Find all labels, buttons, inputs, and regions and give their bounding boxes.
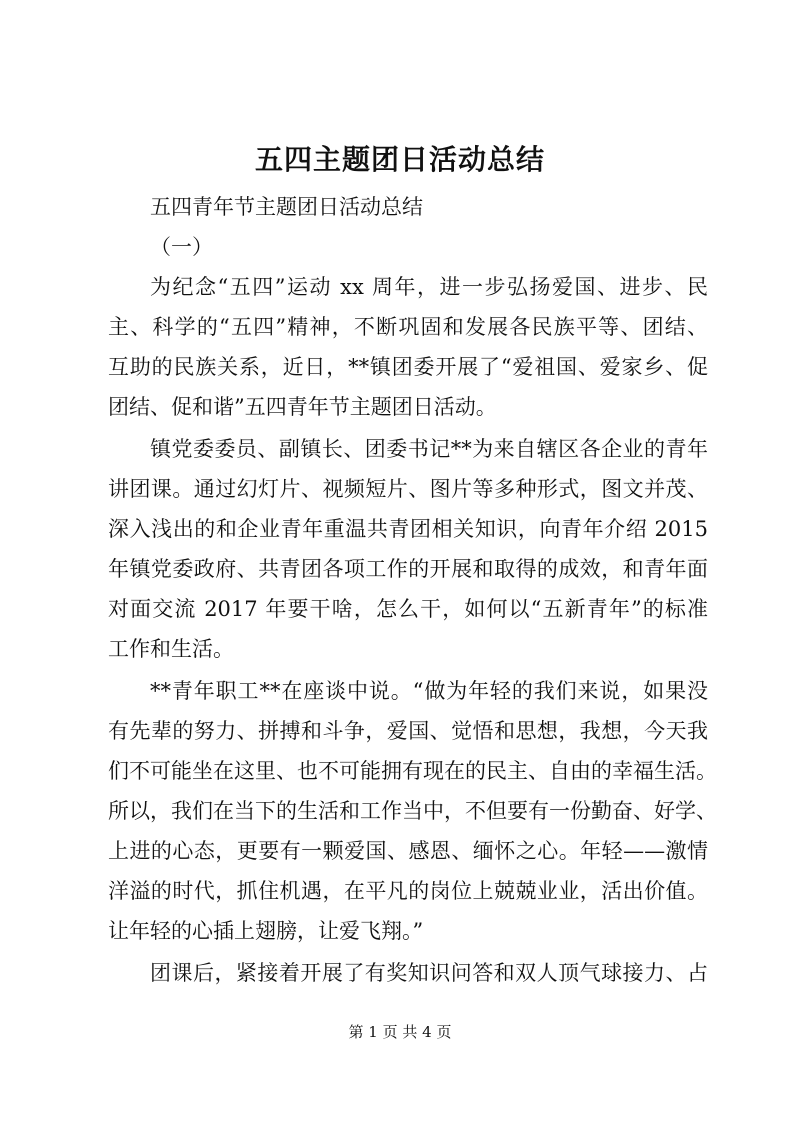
section-marker: （一） (150, 235, 213, 259)
paragraph-line: 为纪念“五四”运动 xx 周年，进一步弘扬爱国、进步、民 (150, 275, 708, 299)
page-number: 第 1 页 共 4 页 (348, 1023, 452, 1041)
paragraph-line: 主、科学的“五四”精神，不断巩固和发展各民族平等、团结、 (108, 315, 708, 339)
document-title: 五四主题团日活动总结 (254, 143, 545, 176)
paragraph-line: 让年轻的心插上翅膀，让爱飞翔。” (108, 919, 424, 943)
paragraph-line: 深入浅出的和企业青年重温共青团相关知识，向青年介绍 2015 (108, 517, 708, 541)
paragraph-line: 们不可能坐在这里、也不可能拥有现在的民主、自由的幸福生活。 (108, 759, 717, 783)
paragraph-line: 镇党委委员、副镇长、团委书记**为来自辖区各企业的青年 (150, 437, 708, 461)
document-subtitle: 五四青年节主题团日活动总结 (150, 195, 423, 219)
paragraph-line: 洋溢的时代，抓住机遇，在平凡的岗位上兢兢业业，活出价值。 (108, 879, 708, 903)
paragraph-line: 对面交流 2017 年要干啥，怎么干，如何以“五新青年”的标准 (108, 597, 708, 621)
paragraph-line: **青年职工**在座谈中说。“做为年轻的我们来说，如果没 (150, 679, 708, 703)
paragraph-line: 讲团课。通过幻灯片、视频短片、图片等多种形式，图文并茂、 (108, 477, 708, 501)
paragraph-line: 上进的心态，更要有一颗爱国、感恩、缅怀之心。年轻——激情 (108, 839, 708, 863)
paragraph-line: 团课后，紧接着开展了有奖知识问答和双人顶气球接力、占 (150, 961, 708, 985)
paragraph-line: 年镇党委政府、共青团各项工作的开展和取得的成效，和青年面 (108, 557, 708, 581)
paragraph-line: 互助的民族关系，近日，**镇团委开展了“爱祖国、爱家乡、促 (108, 355, 708, 379)
paragraph-line: 有先辈的努力、拼搏和斗争，爱国、觉悟和思想，我想，今天我 (108, 719, 708, 743)
paragraph-line: 团结、促和谐”五四青年节主题团日活动。 (108, 395, 497, 419)
paragraph-line: 所以，我们在当下的生活和工作当中，不但要有一份勤奋、好学、 (108, 799, 717, 823)
paragraph-line: 工作和生活。 (108, 637, 234, 661)
